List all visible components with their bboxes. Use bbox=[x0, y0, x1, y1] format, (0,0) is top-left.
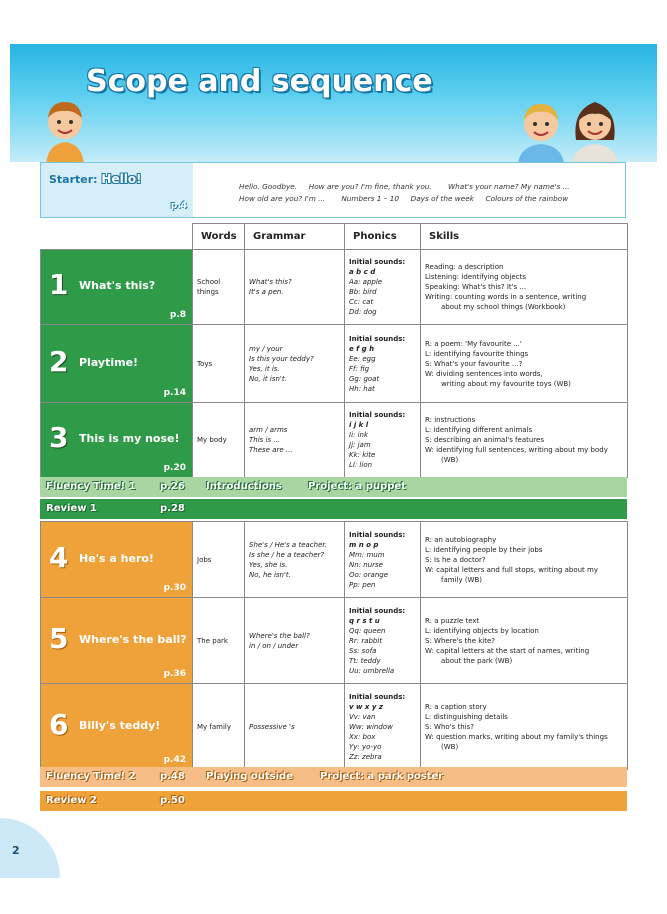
unit-row bbox=[41, 684, 628, 770]
unit-row bbox=[41, 522, 628, 598]
skill-line: writing about my favourite toys (WB) bbox=[441, 379, 571, 388]
unit-number: 5 bbox=[49, 621, 69, 655]
skill-line: R: an autobiography bbox=[425, 535, 497, 544]
phonics-heading: Initial sounds: bbox=[349, 606, 406, 615]
skill-line: W: question marks, writing about my family's things bbox=[425, 732, 608, 741]
skill-line: L: identifying favourite things bbox=[425, 349, 529, 358]
page-number: 2 bbox=[12, 844, 20, 857]
words-cell: School things bbox=[193, 250, 245, 325]
fluency-time-2-band bbox=[40, 767, 627, 787]
review-2-band bbox=[40, 791, 627, 811]
phonics-cell bbox=[345, 403, 421, 478]
header-blank bbox=[41, 224, 193, 250]
review-1-band bbox=[40, 499, 627, 519]
unit-title-cell bbox=[41, 250, 193, 325]
skill-line: L: identifying objects by location bbox=[425, 626, 539, 635]
skill-line: Reading: a description bbox=[425, 263, 504, 271]
fluency-1-label: Fluency Time! 1 bbox=[46, 481, 136, 492]
grammar-text: Where's the ball? in / on / under bbox=[249, 631, 310, 650]
unit-row bbox=[41, 403, 628, 478]
skill-line: S: Who's this? bbox=[425, 722, 474, 731]
grammar-cell bbox=[245, 250, 345, 325]
scope-table-second bbox=[40, 521, 628, 770]
unit-page: p.20 bbox=[163, 463, 186, 473]
fluency-2-topic: Playing outside bbox=[206, 771, 293, 782]
skill-line: W: capital letters and full stops, writing about my bbox=[425, 565, 598, 574]
unit-page: p.8 bbox=[169, 310, 186, 320]
skill-line: R: a puzzle text bbox=[425, 616, 480, 625]
starter-label-box bbox=[41, 163, 193, 217]
grammar-text: my / your Is this your teddy? Yes, it is. No, it isn't. bbox=[249, 344, 314, 383]
phonics-letters: q r s t u bbox=[349, 616, 380, 625]
skills-cell bbox=[421, 403, 628, 478]
header-grammar: Grammar bbox=[245, 224, 345, 250]
skills-cell bbox=[421, 325, 628, 403]
review-2-page: p.50 bbox=[160, 795, 185, 806]
skill-line: Listening: identifying objects bbox=[425, 273, 526, 281]
phonics-heading: Initial sounds: bbox=[349, 411, 406, 419]
unit-number: 6 bbox=[49, 707, 69, 741]
skill-line: W: dividing sentences into words, bbox=[425, 369, 543, 378]
words-cell: My family bbox=[193, 684, 245, 770]
phonics-examples: Qq: queen Rr: rabbit Ss: sofa Tt: teddy Uu: umbrella bbox=[349, 626, 395, 675]
unit-page: p.42 bbox=[163, 755, 186, 765]
phonics-cell bbox=[345, 250, 421, 325]
unit-page: p.30 bbox=[163, 583, 186, 593]
grammar-text: Possessive 's bbox=[249, 722, 295, 731]
fluency-2-label: Fluency Time! 2 bbox=[46, 771, 136, 782]
unit-name: Billy's teddy! bbox=[79, 718, 161, 732]
unit-number: 3 bbox=[49, 420, 69, 454]
grammar-text: She's / He's a teacher. Is she / he a teacher? Yes, she is. No, he isn't. bbox=[249, 540, 327, 579]
phonics-cell bbox=[345, 325, 421, 403]
skill-line: L: distinguishing details bbox=[425, 712, 508, 721]
boy-illustration bbox=[514, 92, 568, 164]
words-cell: Toys bbox=[193, 325, 245, 403]
starter-content: Hello. Goodbye. How are you? I'm fine, thank you. What's your name? My name's ... How old are you? I'm ... Numbers 1 – 10 Days of the week Colours of the rainbow bbox=[239, 182, 570, 203]
table-header-row bbox=[41, 224, 628, 250]
skill-line: R: instructions bbox=[425, 416, 476, 424]
skill-line: Speaking: What's this? It's ... bbox=[425, 283, 527, 291]
unit-name: He's a hero! bbox=[79, 551, 154, 565]
header-words: Words bbox=[193, 224, 245, 250]
phonics-heading: Initial sounds: bbox=[349, 530, 406, 539]
unit-title-cell bbox=[41, 684, 193, 770]
review-2-label: Review 2 bbox=[46, 795, 97, 806]
phonics-letters: v w x y z bbox=[349, 702, 383, 711]
unit-name: Where's the ball? bbox=[79, 632, 187, 646]
phonics-cell bbox=[345, 598, 421, 684]
phonics-examples: Ii: ink Jj: jam Kk: kite Ll: lion bbox=[349, 431, 376, 469]
phonics-examples: Aa: apple Bb: bird Cc: cat Dd: dog bbox=[349, 278, 383, 316]
girl-illustration bbox=[568, 90, 622, 164]
unit-name: What's this? bbox=[79, 279, 156, 293]
phonics-heading: Initial sounds: bbox=[349, 258, 406, 266]
skill-line: S: What's your favourite ...? bbox=[425, 359, 523, 368]
phonics-examples: Ee: egg Ff: fig Gg: goat Hh: hat bbox=[349, 354, 380, 393]
phonics-cell bbox=[345, 684, 421, 770]
phonics-letters: e f g h bbox=[349, 344, 375, 353]
fluency-1-project: Project: a puppet bbox=[308, 481, 406, 492]
phonics-letters: i j k l bbox=[349, 421, 369, 429]
fluency-2-page: p.48 bbox=[160, 771, 185, 782]
unit-number: 1 bbox=[49, 267, 69, 301]
phonics-letters: a b c d bbox=[349, 268, 376, 276]
skill-line: Writing: counting words in a sentence, writing bbox=[425, 293, 587, 301]
starter-row bbox=[40, 162, 626, 218]
words-cell: The park bbox=[193, 598, 245, 684]
words-cell: Jobs bbox=[193, 522, 245, 598]
unit-row bbox=[41, 325, 628, 403]
unit-page: p.36 bbox=[163, 669, 186, 679]
skill-line: about the park (WB) bbox=[441, 656, 513, 665]
unit-number: 4 bbox=[49, 540, 69, 574]
skill-line: S: describing an animal's features bbox=[425, 436, 544, 444]
phonics-cell bbox=[345, 522, 421, 598]
fluency-time-1-band bbox=[40, 477, 627, 497]
skill-line: L: identifying different animals bbox=[425, 426, 533, 434]
unit-title-cell bbox=[41, 522, 193, 598]
skill-line: (WB) bbox=[441, 456, 459, 464]
skill-line: S: Where's the kite? bbox=[425, 636, 495, 645]
review-1-label: Review 1 bbox=[46, 503, 97, 514]
unit-title-cell bbox=[41, 598, 193, 684]
grammar-cell bbox=[245, 684, 345, 770]
header-phonics: Phonics bbox=[345, 224, 421, 250]
skill-line: W: capital letters at the start of names, writing bbox=[425, 646, 590, 655]
grammar-cell bbox=[245, 403, 345, 478]
header-skills: Skills bbox=[421, 224, 628, 250]
starter-name: Hello! bbox=[101, 172, 142, 186]
starter-page: p.4 bbox=[170, 201, 187, 211]
skill-line: (WB) bbox=[441, 742, 459, 751]
skills-cell bbox=[421, 522, 628, 598]
phonics-letters: m n o p bbox=[349, 540, 379, 549]
grammar-cell bbox=[245, 522, 345, 598]
fluency-1-page: p.26 bbox=[160, 481, 185, 492]
unit-title-cell bbox=[41, 325, 193, 403]
starter-title: Starter: Hello! bbox=[49, 172, 142, 186]
skill-line: R: a caption story bbox=[425, 702, 487, 711]
fluency-2-project: Project: a park poster bbox=[320, 771, 444, 782]
phonics-heading: Initial sounds: bbox=[349, 692, 406, 701]
fluency-1-topic: Introductions bbox=[206, 481, 282, 492]
unit-title-cell bbox=[41, 403, 193, 478]
skill-line: about my school things (Workbook) bbox=[441, 303, 566, 311]
skills-cell bbox=[421, 684, 628, 770]
review-1-page: p.28 bbox=[160, 503, 185, 514]
phonics-examples: Mm: mum Nn: nurse Oo: orange Pp: pen bbox=[349, 550, 389, 589]
skill-line: L: identifying people by their jobs bbox=[425, 545, 543, 554]
skill-line: family (WB) bbox=[441, 575, 483, 584]
unit-row bbox=[41, 250, 628, 325]
unit-row bbox=[41, 598, 628, 684]
grammar-cell bbox=[245, 325, 345, 403]
skills-cell bbox=[421, 250, 628, 325]
page-corner bbox=[0, 818, 60, 878]
skill-line: W: identifying full sentences, writing about my body bbox=[425, 446, 608, 454]
grammar-text: arm / arms This is ... These are ... bbox=[249, 426, 293, 454]
phonics-heading: Initial sounds: bbox=[349, 334, 406, 343]
words-cell: My body bbox=[193, 403, 245, 478]
page-title: Scope and sequence bbox=[86, 64, 433, 99]
skill-line: S: Is he a doctor? bbox=[425, 555, 486, 564]
grammar-cell bbox=[245, 598, 345, 684]
grammar-text: What's this? It's a pen. bbox=[249, 278, 292, 296]
unit-name: This is my nose! bbox=[79, 432, 180, 446]
unit-page: p.14 bbox=[163, 388, 186, 398]
scope-table bbox=[40, 223, 628, 478]
unit-number: 2 bbox=[49, 344, 69, 378]
phonics-examples: Vv: van Ww: window Xx: box Yy: yo-yo Zz: zebra bbox=[349, 712, 393, 761]
starter-boy-illustration bbox=[40, 92, 90, 164]
skills-cell bbox=[421, 598, 628, 684]
skill-line: R: a poem: 'My favourite ...' bbox=[425, 339, 522, 348]
unit-name: Playtime! bbox=[79, 355, 139, 369]
